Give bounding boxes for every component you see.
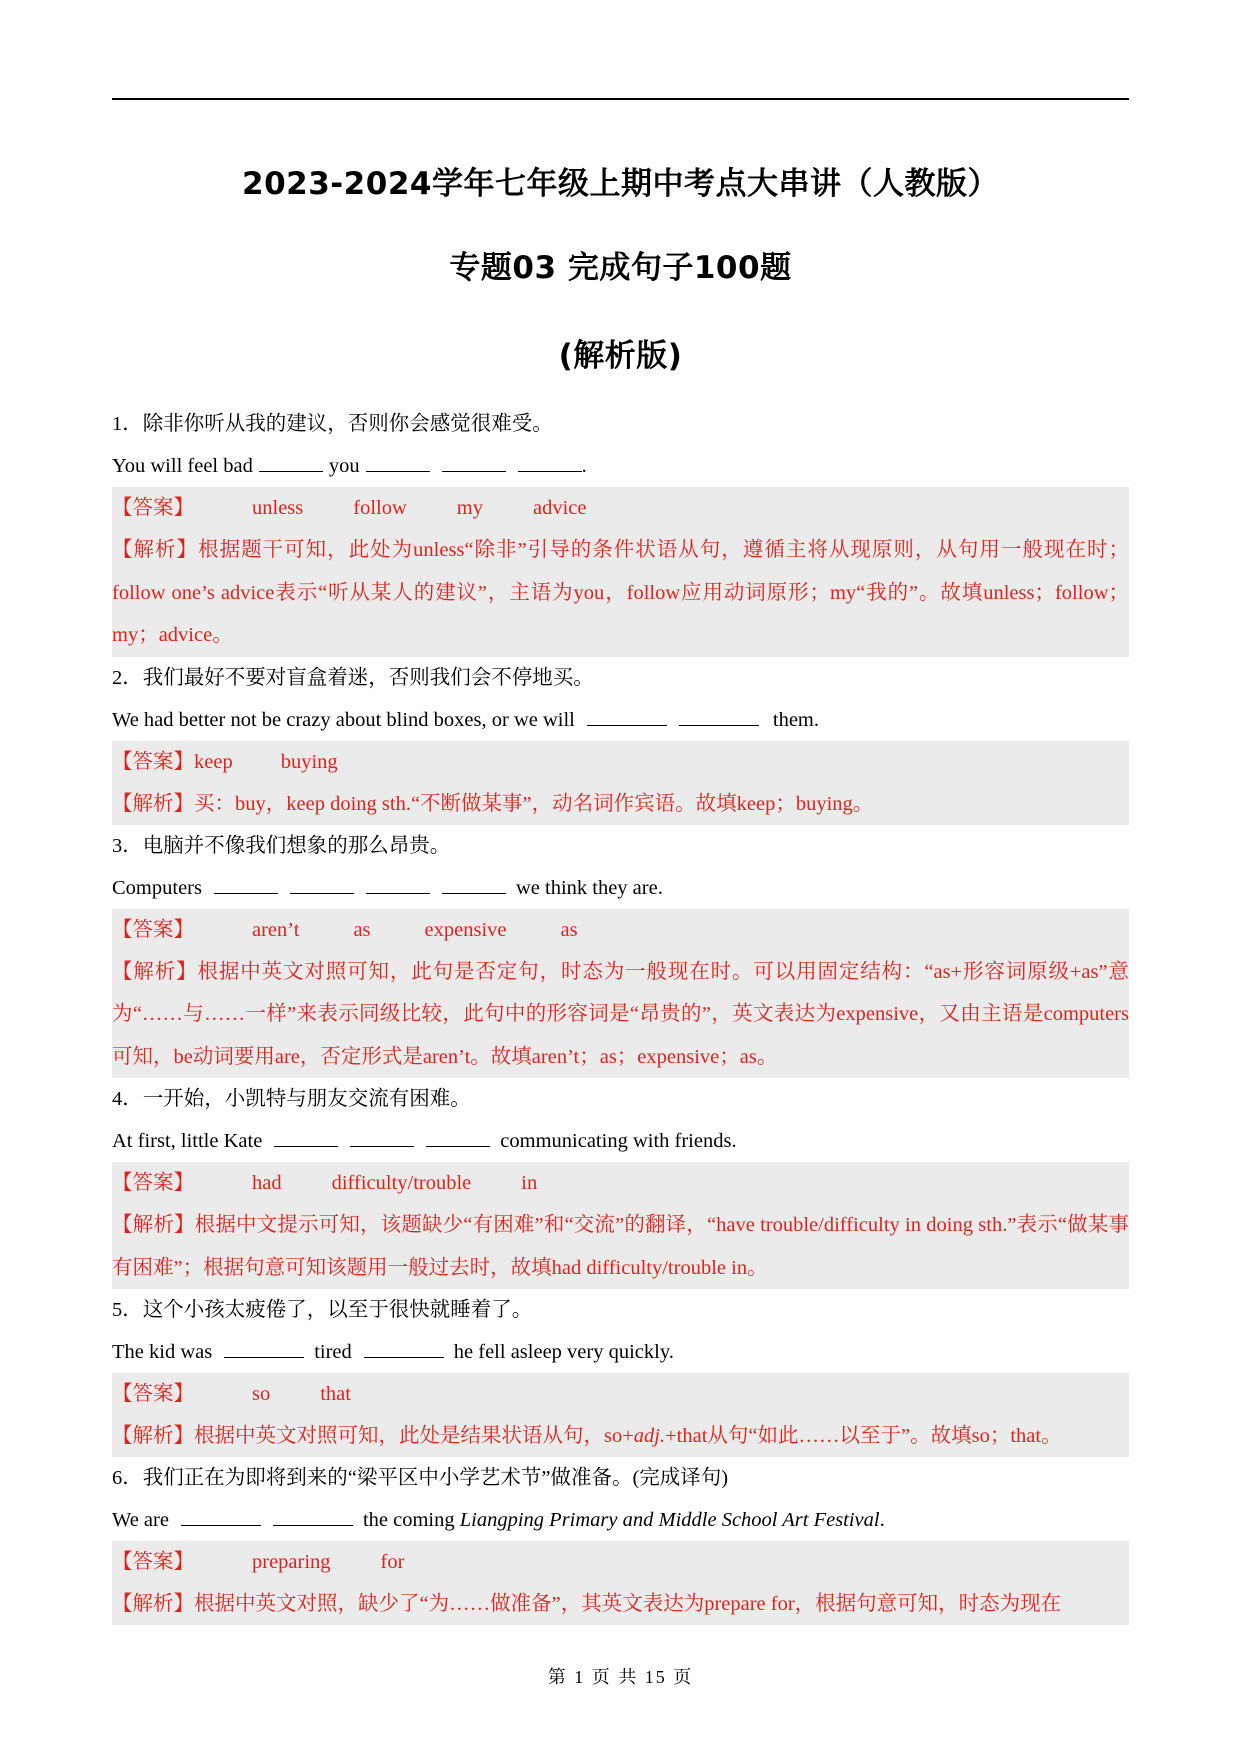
question-sentence: Computers we think they are.: [112, 867, 1129, 909]
answer-blank: [364, 1337, 444, 1358]
question-prompt: 4．一开始，小凯特与朋友交流有困难。: [112, 1088, 471, 1110]
answer-blank: [181, 1505, 261, 1526]
analysis-block: [112, 783, 1129, 825]
answer-label: 【答案】: [112, 1551, 194, 1573]
answer-blank: [366, 873, 430, 894]
answer-label: 【答案】: [112, 918, 194, 941]
question-sentence: We had better not be crazy about blind boxes, or we will them.: [112, 699, 1129, 741]
answer-label: 【答案】: [112, 1383, 194, 1405]
analysis-text: +that从句“如此……以至于”。故填so；that。: [665, 1425, 1062, 1447]
answer-row: [112, 1373, 1129, 1415]
answer-blank: [426, 1126, 490, 1147]
question-list: [112, 403, 1129, 1625]
question-sentence: The kid was tired he fell asleep very quickly.: [112, 1331, 1129, 1373]
question-prompt: 5．这个小孩太疲倦了，以至于很快就睡着了。: [112, 1299, 533, 1321]
answer-blank: [350, 1126, 414, 1147]
answer-value: that: [320, 1383, 351, 1405]
analysis-label: 【解析】: [112, 1593, 194, 1615]
analysis-block: [112, 951, 1129, 1079]
analysis-text-italic: adj.: [633, 1425, 666, 1447]
question-prompt: 2．我们最好不要对盲盒着迷，否则我们会不停地买。: [112, 666, 594, 689]
answer-value: unless: [252, 497, 304, 519]
answer-blank: [224, 1337, 304, 1358]
analysis-block: [112, 1204, 1129, 1289]
question-sentence: You will feel bad you .: [112, 445, 1129, 487]
answer-row: [112, 487, 1129, 529]
answer-blank: [273, 1505, 353, 1526]
question-sentence: At first, little Kate communicating with friends.: [112, 1120, 1129, 1162]
answer-value: keep: [194, 750, 233, 773]
answer-blank: [259, 451, 323, 472]
answer-row: [112, 1541, 1129, 1583]
answer-label: 【答案】: [112, 750, 194, 773]
page-footer: 第 1 页 共 15 页: [547, 1667, 694, 1687]
analysis-text: 根据中英文对照可知，此句是否定句，时态为一般现在时。可以用固定结构：“as+形容词原级+as”意为“……与……一样”来表示同级比较，此句中的形容词是“昂贵的”，英文表达为expensive，又由主语是computers可知，be动词要用are，否定形式是aren’t。故填aren’t；as；expensive；as。: [112, 960, 1129, 1068]
analysis-text: 根据题干可知，此处为unless“除非”引导的条件状语从句，遵循主将从现原则，从句用一般现在时；follow one’s advice表示“听从某人的建议”，主语为you，follow应用动词原形；my“我的”。故填unless；follow；my；advice。: [112, 539, 1130, 646]
question-prompt: 6．我们正在为即将到来的“梁平区中小学艺术节”做准备。(完成译句): [112, 1467, 729, 1489]
answer-row: [112, 1162, 1129, 1204]
answer-label: 【答案】: [112, 1172, 194, 1194]
document-edition: (解析版): [558, 338, 683, 374]
answer-row: [112, 909, 1129, 951]
answer-value: in: [521, 1172, 538, 1194]
answer-blank: [442, 451, 506, 472]
answer-value: aren’t: [252, 918, 300, 941]
answer-value: my: [456, 497, 483, 519]
analysis-block: [112, 1415, 1129, 1457]
question-prompt: 3．电脑并不像我们想象的那么昂贵。: [112, 834, 451, 857]
question-sentence: We are the coming Liangping Primary and Middle School Art Festival.: [112, 1499, 1129, 1541]
analysis-text: 根据中英文对照，缺少了“为……做准备”，其英文表达为prepare for，根据句意可知，时态为现在: [194, 1593, 1062, 1615]
answer-value: preparing: [252, 1551, 331, 1573]
answer-value: expensive: [424, 918, 507, 941]
answer-value: as: [560, 918, 578, 941]
analysis-label: 【解析】: [112, 792, 194, 815]
answer-value: follow: [353, 497, 407, 519]
answer-value: for: [380, 1551, 405, 1573]
answer-value: as: [353, 918, 371, 941]
answer-blank: [290, 873, 354, 894]
answer-value: buying: [280, 750, 338, 773]
header-rule: [112, 98, 1129, 100]
analysis-text: 买：buy，keep doing sth.“不断做某事”，动名词作宾语。故填keep；buying。: [194, 792, 874, 815]
analysis-block: [112, 1583, 1129, 1625]
document-subtitle: 专题03 完成句子100题: [449, 250, 792, 286]
question-prompt: 1．除非你听从我的建议，否则你会感觉很难受。: [112, 413, 553, 435]
answer-value: had: [252, 1172, 282, 1194]
answer-blank: [518, 451, 582, 472]
analysis-label: 【解析】: [112, 1425, 194, 1447]
analysis-block: [112, 529, 1129, 657]
analysis-label: 【解析】: [112, 960, 198, 983]
answer-value: advice: [532, 497, 587, 519]
answer-value: difficulty/trouble: [331, 1172, 472, 1194]
answer-blank: [679, 705, 759, 726]
answer-blank: [442, 873, 506, 894]
answer-value: so: [252, 1383, 271, 1405]
analysis-label: 【解析】: [112, 539, 199, 561]
analysis-text: 根据中文提示可知，该题缺少“有困难”和“交流”的翻译，“have trouble/difficulty in doing sth.”表示“做某事有困难”；根据句意可知该题用一般过去时，故填had difficulty/trouble in。: [112, 1214, 1130, 1279]
answer-blank: [274, 1126, 338, 1147]
document-title: 2023-2024学年七年级上期中考点大串讲（人教版）: [242, 166, 999, 202]
analysis-text: 根据中英文对照可知，此处是结果状语从句，so+: [194, 1425, 634, 1447]
answer-blank: [366, 451, 430, 472]
answer-blank: [587, 705, 667, 726]
answer-row: [112, 741, 1129, 783]
analysis-label: 【解析】: [112, 1214, 195, 1236]
answer-label: 【答案】: [112, 497, 194, 519]
answer-blank: [214, 873, 278, 894]
